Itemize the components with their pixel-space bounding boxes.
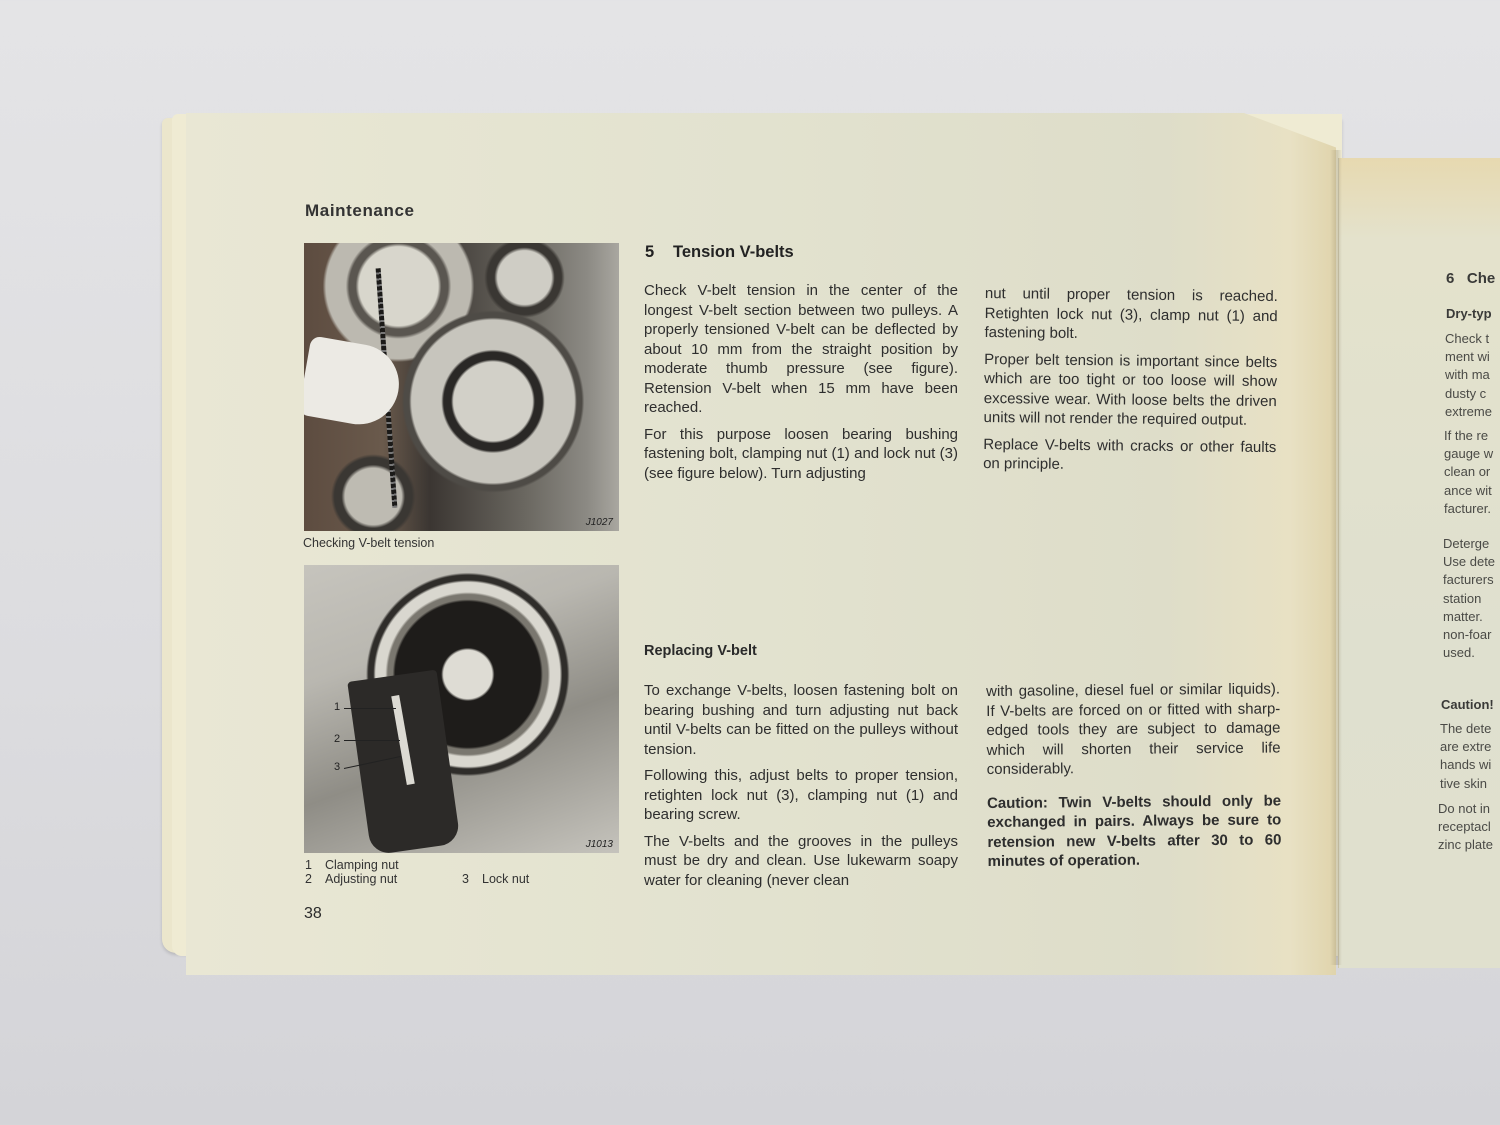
paragraph: For this purpose loosen bearing bushing fastening bolt, clamping nut (1) and lock nut (3) (see figure below). Turn adjusting	[644, 425, 958, 482]
right-block-1: Check t ment wi with ma dusty c extreme	[1445, 331, 1492, 419]
paragraph: Replace V-belts with cracks or other faults on principle.	[983, 435, 1277, 473]
right-block-4: The dete are extre hands wi tive skin	[1440, 721, 1492, 791]
paragraph: Proper belt tension is important since belts which are too tight or too loose will show excessive wear. With loose belts the driven units will not render the required output.	[983, 350, 1278, 429]
book-gutter	[1330, 150, 1342, 965]
figure-code: J1027	[585, 517, 613, 528]
paragraph: To exchange V-belts, loosen fastening bolt on bearing bushing and turn adjusting nut back until V-belts can be fitted on the pulleys without tension.	[644, 682, 958, 758]
figure1-caption: Checking V-belt tension	[303, 536, 435, 550]
callout-line-2	[344, 740, 400, 741]
paragraph: with gasoline, diesel fuel or similar liquids). If V-belts are forced on or fitted with sharp-edged tools they are subject to damage which will shorten their service life considerably.	[986, 680, 1281, 778]
paragraph: Following this, adjust belts to proper tension, retighten lock nut (3), clamping nut (1) and bearing screw.	[644, 767, 958, 823]
section-5-heading: 5 Tension V-belts	[645, 243, 794, 261]
paragraph: The V-belts and the grooves in the pulleys must be dry and clean. Use lukewarm soapy water for cleaning (never clean	[644, 832, 958, 889]
figure-alternator-photo	[304, 565, 619, 853]
callout-line-1	[344, 708, 396, 709]
paragraph: Check V-belt tension in the center of the longest V-belt section between two pulleys. A properly tensioned V-belt can be deflected by about 10 mm from the straight position by moderate thumb pressure (see figure). Retension V-belt when 15 mm have been reached.	[644, 282, 958, 416]
right-section-6-heading: 6 Che	[1446, 270, 1496, 287]
right-subhead-dry-type: Dry-typ	[1446, 306, 1492, 321]
callout-2: 2	[334, 733, 341, 745]
section-5-column-1	[644, 281, 958, 490]
figure-checking-vbelt-photo	[304, 243, 619, 531]
paragraph: nut until proper tension is reached. Retighten lock nut (3), clamp nut (1) and fastening bolt.	[984, 284, 1278, 342]
caution-note: Caution: Twin V-belts should only be exchanged in pairs. Always be sure to retension new V-belts after 30 to 60 minutes of operation.	[986, 791, 1282, 870]
legend-item-3: 3 Lock nut	[462, 872, 530, 886]
page-number: 38	[304, 905, 322, 922]
right-subhead-caution: Caution!	[1441, 697, 1494, 712]
replacing-column-2	[986, 679, 1282, 878]
right-block-2: If the re gauge w clean or ance wit facturer.	[1444, 428, 1494, 516]
legend-item-1: 1 Clamping nut	[305, 858, 399, 872]
section-5-column-2	[983, 284, 1278, 484]
right-block-5: Do not in receptacl zinc plate	[1438, 801, 1493, 853]
right-block-3: Deterge Use dete facturers station matter. non-foar used.	[1443, 536, 1496, 661]
section-header: Maintenance	[305, 201, 415, 220]
legend-item-2: 2 Adjusting nut	[305, 872, 398, 886]
callout-3: 3	[334, 761, 341, 773]
callout-1: 1	[334, 701, 341, 713]
figure-code: J1013	[585, 839, 613, 850]
replacing-column-1	[644, 681, 958, 897]
replacing-vbelt-heading: Replacing V-belt	[644, 643, 757, 659]
